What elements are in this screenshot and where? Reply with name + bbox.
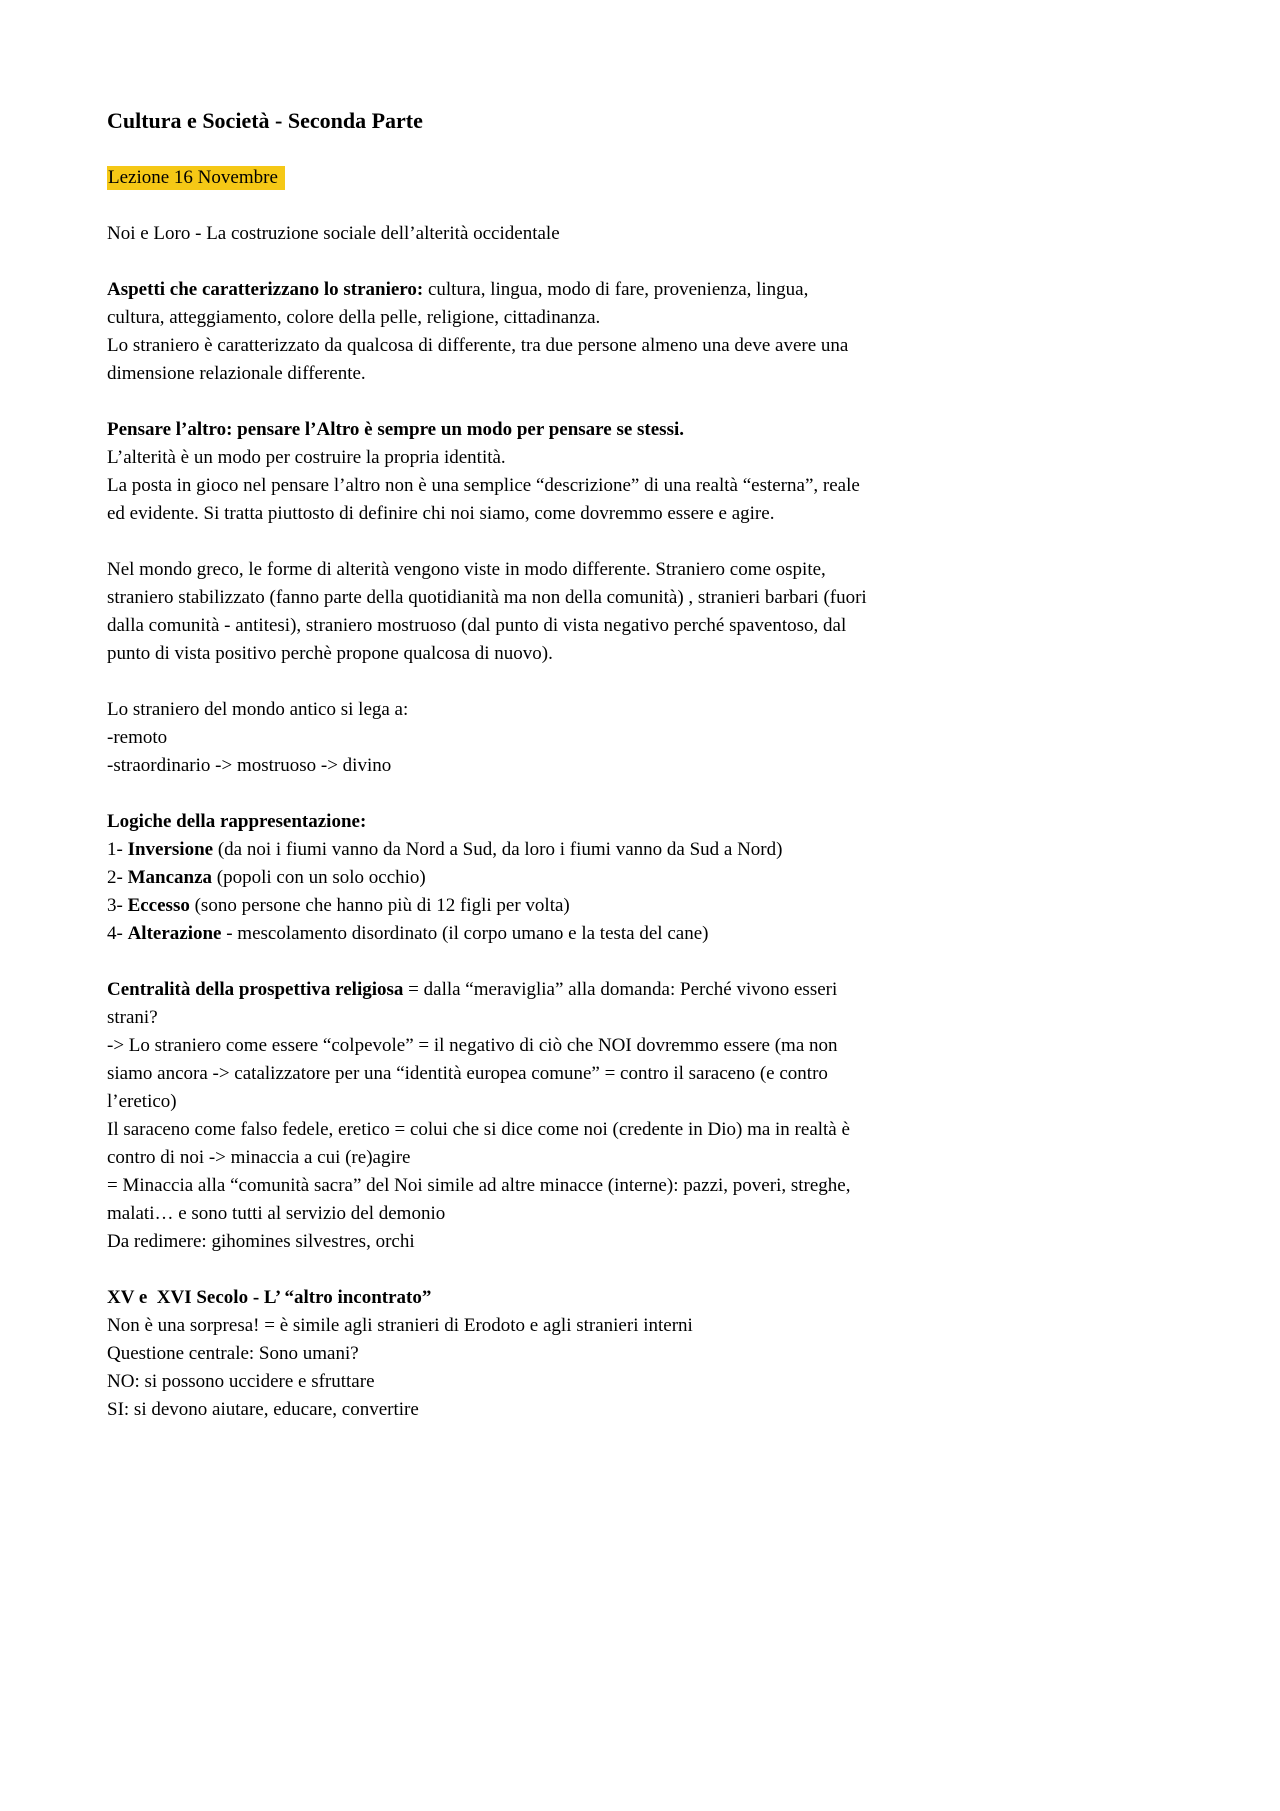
bold-text: Alterazione [127, 923, 222, 944]
text-segment: (sono persone che hanno più di 12 figli per volta) [189, 895, 570, 916]
text-segment: = dalla “meraviglia” alla domanda: Perché vivono esseri [403, 979, 838, 1000]
document-title [107, 106, 1180, 136]
text-line [107, 836, 1180, 864]
text-segment: Questione centrale: Sono umani? [107, 1343, 359, 1364]
text-segment: strani? [107, 1007, 158, 1028]
text-segment: Nel mondo greco, le forme di alterità vengono viste in modo differente. Straniero come ospite, [107, 559, 826, 580]
text-line [107, 556, 1180, 584]
text-segment: Il saraceno come falso fedele, eretico = colui che si dice come noi (credente in Dio) ma in realtà è [107, 1119, 850, 1140]
text-line [107, 976, 1180, 1004]
text-segment: (da noi i fiumi vanno da Nord a Sud, da loro i fiumi vanno da Sud a Nord) [213, 839, 783, 860]
text-line [107, 444, 1180, 472]
text-line [107, 1228, 1180, 1256]
text-line [107, 1340, 1180, 1368]
paragraph-aspetti [107, 276, 1180, 388]
text-segment: l’eretico) [107, 1091, 177, 1112]
text-segment: 2- [107, 867, 128, 888]
text-segment: contro di noi -> minaccia a cui (re)agire [107, 1147, 411, 1168]
bold-text: Centralità della prospettiva religiosa [107, 979, 404, 1000]
text-line [107, 920, 1180, 948]
text-line [107, 1088, 1180, 1116]
paragraph-xv-xvi-secolo [107, 1284, 1180, 1424]
bold-text: Mancanza [127, 867, 213, 888]
text-segment: -straordinario -> mostruoso -> divino [107, 755, 392, 776]
text-line [107, 500, 1180, 528]
text-segment: Non è una sorpresa! = è simile agli stranieri di Erodoto e agli stranieri interni [107, 1315, 693, 1336]
bold-text: XV e XVI Secolo - L’ “altro incontrato” [107, 1287, 432, 1308]
text-segment: malati… e sono tutti al servizio del demonio [107, 1203, 446, 1224]
bold-text: Aspetti che caratterizzano lo straniero: [107, 279, 424, 300]
text-line [107, 892, 1180, 920]
text-segment: SI: si devono aiutare, educare, convertire [107, 1399, 419, 1420]
highlighted-text: Lezione 16 Novembre [107, 166, 285, 190]
text-line [107, 1004, 1180, 1032]
text-line [107, 276, 1180, 304]
text-segment: siamo ancora -> catalizzatore per una “identità europea comune” = contro il saraceno (e contro [107, 1063, 828, 1084]
text-segment: L’alterità è un modo per costruire la propria identità. [107, 447, 506, 468]
text-segment: dalla comunità - antitesi), straniero mostruoso (dal punto di vista negativo perché spaventoso, dal [107, 615, 847, 636]
text-line [107, 360, 1180, 388]
text-segment: 4- [107, 923, 128, 944]
text-segment: punto di vista positivo perchè propone qualcosa di nuovo). [107, 643, 553, 664]
subtitle [107, 220, 1180, 248]
text-line [107, 1144, 1180, 1172]
bold-text: Pensare l’altro: pensare l’Altro è sempre un modo per pensare se stessi. [107, 419, 684, 440]
text-line [107, 612, 1180, 640]
text-line [107, 304, 1180, 332]
text-line [107, 1312, 1180, 1340]
paragraph-mondo-greco [107, 556, 1180, 668]
text-segment: Lo straniero del mondo antico si lega a: [107, 699, 409, 720]
text-line [107, 1368, 1180, 1396]
paragraph-straniero-antico [107, 696, 1180, 780]
text-segment: Lo straniero è caratterizzato da qualcosa di differente, tra due persone almeno una deve avere una [107, 335, 849, 356]
text-segment: 1- [107, 839, 128, 860]
text-line [107, 1284, 1180, 1312]
text-line [107, 106, 1180, 136]
bold-text: Eccesso [127, 895, 190, 916]
text-line [107, 724, 1180, 752]
text-segment: dimensione relazionale differente. [107, 363, 366, 384]
paragraph-pensare-altro [107, 416, 1180, 528]
text-line [107, 332, 1180, 360]
text-segment: = Minaccia alla “comunità sacra” del Noi simile ad altre minacce (interne): pazzi, poveri, streghe, [107, 1175, 851, 1196]
text-segment: Da redimere: gihomines silvestres, orchi [107, 1231, 415, 1252]
text-segment: cultura, atteggiamento, colore della pelle, religione, cittadinanza. [107, 307, 601, 328]
paragraph-logiche [107, 808, 1180, 948]
text-line [107, 696, 1180, 724]
text-segment: La posta in gioco nel pensare l’altro non è una semplice “descrizione” di una realtà “esterna”, reale [107, 475, 860, 496]
text-segment: -remoto [107, 727, 168, 748]
text-line [107, 1060, 1180, 1088]
text-line [107, 1396, 1180, 1424]
bold-text: Inversione [127, 839, 214, 860]
text-line [107, 864, 1180, 892]
text-line [107, 752, 1180, 780]
text-line [107, 1200, 1180, 1228]
text-line [107, 164, 1180, 192]
text-line [107, 808, 1180, 836]
text-line [107, 1172, 1180, 1200]
lesson-label [107, 164, 1180, 192]
text-segment: cultura, lingua, modo di fare, provenienza, lingua, [423, 279, 809, 300]
text-segment: NO: si possono uccidere e sfruttare [107, 1371, 375, 1392]
bold-text: Logiche della rappresentazione: [107, 811, 367, 832]
text-segment: straniero stabilizzato (fanno parte della quotidianità ma non della comunità) , stranieri barbari (fuori [107, 587, 867, 608]
bold-text: Cultura e Società - Seconda Parte [107, 108, 423, 133]
text-line [107, 584, 1180, 612]
text-line [107, 220, 1180, 248]
text-line [107, 416, 1180, 444]
text-line [107, 1032, 1180, 1060]
text-segment: ed evidente. Si tratta piuttosto di definire chi noi siamo, come dovremmo essere e agire. [107, 503, 775, 524]
text-segment: 3- [107, 895, 128, 916]
text-segment: - mescolamento disordinato (il corpo umano e la testa del cane) [221, 923, 709, 944]
text-line [107, 1116, 1180, 1144]
text-segment: Noi e Loro - La costruzione sociale dell’alterità occidentale [107, 223, 560, 244]
text-line [107, 472, 1180, 500]
text-segment: (popoli con un solo occhio) [212, 867, 426, 888]
text-segment: -> Lo straniero come essere “colpevole” = il negativo di ciò che NOI dovremmo essere (ma non [107, 1035, 838, 1056]
text-line [107, 640, 1180, 668]
paragraph-centralita-religiosa [107, 976, 1180, 1256]
